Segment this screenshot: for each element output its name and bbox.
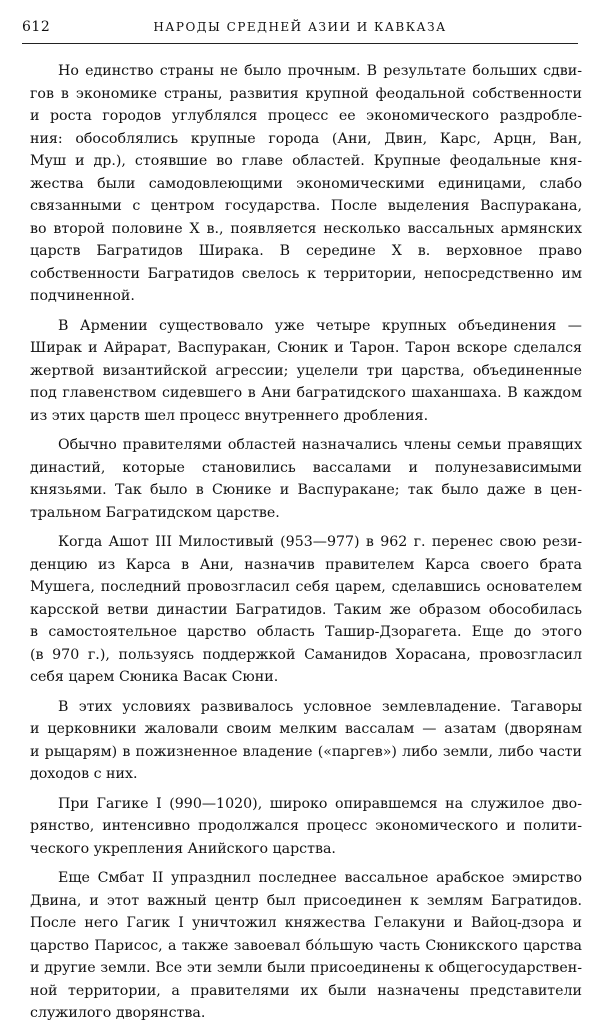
- text-line: карсской ветви династии Багратидов. Таким же образом обособилась: [30, 601, 582, 618]
- text-line: и другие земли. Все эти земли были присоединены к общегосударствен-: [30, 960, 582, 976]
- text-line: династий, которые становились вассалами и полунезависимыми: [30, 459, 582, 476]
- text-line: князьями. Так было в Сюнике и Васпуракане; так было даже в цен-: [30, 482, 582, 498]
- text-line: под главенством сидевшего в Ани багратидского шаханшаха. В каждом: [30, 385, 582, 401]
- body-text: [30, 60, 582, 1032]
- text-line: себя царем Сюника Васак Сюни.: [30, 669, 279, 685]
- paragraph: [30, 696, 582, 786]
- text-line: Мушега, последний провозгласил себя царем, сделавшись основателем: [30, 579, 582, 595]
- text-line: во второй половине X в., появляется несколько вассальных армянских: [30, 220, 582, 237]
- paragraph: [30, 867, 582, 1025]
- text-line: жества были самодовлеющими экономическими единицами, слабо: [30, 175, 582, 192]
- text-line: и церковники жаловали своим мелким вассалам — азатам (дворянам: [30, 721, 582, 737]
- paragraph: [30, 793, 582, 861]
- text-line: из этих царств шел процесс внутреннего дробления.: [30, 407, 429, 424]
- text-line: и роста городов углублялся процесс ее экономического раздробле-: [30, 108, 582, 124]
- text-line: связанными с центром государства. После выделения Васпуракана,: [30, 198, 582, 214]
- text-line: Ширак и Айрарат, Васпуракан, Сюник и Тарон. Тарон вскоре сделался: [30, 340, 582, 356]
- text-line: Когда Ашот III Милостивый (953—977) в 962 г. перенес свою рези-: [58, 534, 582, 550]
- text-line: тральном Багратидском царстве.: [30, 504, 280, 521]
- text-line: гов в экономике страны, развития крупной феодальной собственности: [30, 85, 582, 102]
- text-line: служилого дворянства.: [30, 1005, 206, 1021]
- text-line: Еще Смбат II упразднил последнее вассальное арабское эмирство: [58, 870, 582, 886]
- text-line: Обычно правителями областей назначались члены семьи правящих: [58, 437, 582, 453]
- text-line: и рыцарям) в пожизненное владение («паргев») либо земли, либо части: [30, 743, 582, 760]
- text-line: Двина, и этот важный центр был присоединен к землям Багратидов.: [30, 892, 582, 909]
- text-line: В этих условиях развивалось условное землевладение. Тагаворы: [58, 698, 582, 715]
- text-line: После него Гагик I уничтожил княжества Гелакуни и Вайоц-дзора и: [30, 915, 582, 931]
- text-line: царство Парисос, а также завоевал бóльшую часть Сюникского царства: [30, 937, 582, 954]
- text-line: денцию из Карса в Ани, назначив правителем Карса своего брата: [30, 556, 582, 573]
- text-line: Но единство страны не было прочным. В результате больших сдви-: [58, 63, 582, 79]
- text-line: ческого укрепления Анийского царства.: [30, 840, 336, 857]
- text-line: царств Багратидов Ширака. В середине X в. верховное право: [30, 243, 582, 259]
- text-line: рянство, интенсивно продолжался процесс экономического и полити-: [30, 818, 582, 834]
- text-line: Муш и др.), стоявшие во главе областей. Крупные феодальные кня-: [30, 153, 582, 169]
- text-line: В Армении существовало уже четыре крупных объединения —: [58, 317, 582, 334]
- text-line: При Гагике I (990—1020), широко опиравшемся на служилое дво-: [58, 795, 582, 812]
- text-line: ния: обособлялись крупные города (Ани, Двин, Карс, Арцн, Ван,: [30, 130, 582, 147]
- paragraph: [30, 531, 582, 689]
- running-title: НАРОДЫ СРЕДНЕЙ АЗИИ И КАВКАЗА: [153, 20, 447, 34]
- paragraph: [30, 60, 582, 308]
- paragraph: [30, 434, 582, 524]
- text-line: подчиненной.: [30, 288, 135, 304]
- text-line: собственности Багратидов свелось к территории, непосредственно им: [30, 265, 582, 282]
- text-line: (в 970 г.), пользуясь поддержкой Саманидов Хорасана, провозгласил: [30, 646, 582, 663]
- text-line: доходов с них.: [30, 766, 138, 782]
- text-line: в самостоятельное царство область Ташир-Дзорагета. Еще до этого: [30, 624, 582, 640]
- text-line: ной территории, а правителями их были назначены представители: [30, 982, 582, 999]
- page-number: 612: [22, 19, 51, 35]
- paragraph: [30, 315, 582, 428]
- text-line: жертвой византийской агрессии; уцелели три царства, объединенные: [30, 362, 582, 379]
- page-header: [22, 15, 578, 44]
